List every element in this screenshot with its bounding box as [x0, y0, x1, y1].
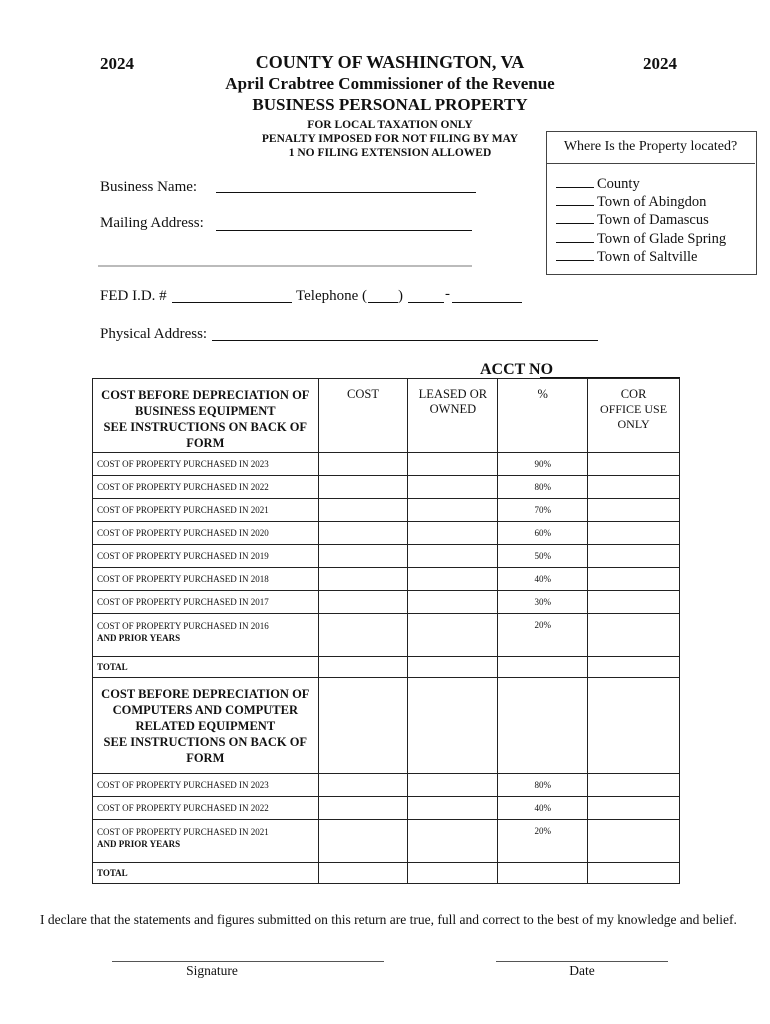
table-row: COST OF PROPERTY PURCHASED IN 2018 40%: [93, 568, 680, 591]
column-percent: %: [498, 379, 588, 453]
property-cost-table: [92, 378, 680, 884]
signature-label: Signature: [186, 963, 238, 978]
section1-instructions: SEE INSTRUCTIONS ON BACK OF FORM: [103, 420, 308, 450]
cost-input[interactable]: [318, 568, 408, 591]
leased-owned-input[interactable]: [408, 591, 498, 614]
leased-owned-input[interactable]: [408, 453, 498, 476]
location-option-abingdon[interactable]: Town of Abingdon: [556, 193, 706, 211]
section1-heading: COST BEFORE DEPRECIATION OF BUSINESS EQUIPMENT SEE INSTRUCTIONS ON BACK OF FORM: [93, 379, 319, 453]
leased-owned-input[interactable]: [408, 476, 498, 499]
physical-address-label: Physical Address:: [100, 326, 208, 342]
location-option-damascus[interactable]: Town of Damascus: [556, 211, 709, 229]
column-cor-label: COR: [620, 387, 647, 401]
business-name-field[interactable]: [216, 192, 476, 193]
leased-owned-input[interactable]: [408, 774, 498, 797]
cost-input[interactable]: [318, 522, 408, 545]
telephone-prefix-field[interactable]: [408, 302, 444, 303]
section2-heading: COST BEFORE DEPRECIATION OF COMPUTERS AND COMPUTER RELATED EQUIPMENT SEE INSTRUCTIONS ON BACK OF FORM: [93, 678, 319, 774]
location-option-saltville[interactable]: Town of Saltville: [556, 248, 697, 266]
telephone-dash: -: [445, 286, 450, 302]
cost-input[interactable]: [318, 591, 408, 614]
cost-input[interactable]: [318, 774, 408, 797]
total-row: TOTAL: [93, 657, 680, 678]
form-name: BUSINESS PERSONAL PROPERTY: [252, 95, 528, 114]
cost-input[interactable]: [318, 797, 408, 820]
fed-id-label: FED I.D. #: [100, 288, 167, 304]
table-row: COST OF PROPERTY PURCHASED IN 2021 AND PRIOR YEARS 20%: [93, 820, 680, 863]
location-option-county[interactable]: County: [556, 175, 640, 193]
column-cor: [588, 379, 680, 453]
acct-no-label: ACCT NO: [480, 361, 554, 378]
table-row: COST OF PROPERTY PURCHASED IN 2023 80%: [93, 774, 680, 797]
leased-owned-input[interactable]: [408, 614, 498, 657]
table-row: COST OF PROPERTY PURCHASED IN 2019 50%: [93, 545, 680, 568]
date-field[interactable]: [496, 961, 668, 962]
leased-owned-input[interactable]: [408, 545, 498, 568]
leased-owned-input[interactable]: [408, 820, 498, 863]
table-row: COST OF PROPERTY PURCHASED IN 2021 70%: [93, 499, 680, 522]
table-row: COST OF PROPERTY PURCHASED IN 2022 80%: [93, 476, 680, 499]
notice-line-1: FOR LOCAL TAXATION ONLY: [307, 119, 473, 131]
notice-line-3: 1 NO FILING EXTENSION ALLOWED: [288, 147, 492, 159]
mailing-address-label: Mailing Address:: [100, 215, 204, 231]
table-header-row: [93, 379, 680, 453]
signature-field[interactable]: [112, 961, 384, 962]
total-row: TOTAL: [93, 863, 680, 884]
date-label: Date: [569, 963, 595, 978]
section2-instructions: SEE INSTRUCTIONS ON BACK OF FORM: [103, 735, 308, 765]
notice-line-2: PENALTY IMPOSED FOR NOT FILING BY MAY: [261, 133, 519, 145]
section2-header-row: [93, 678, 680, 774]
total-cost-input[interactable]: [318, 863, 408, 884]
telephone-label: Telephone (: [296, 288, 368, 304]
filing-notice: [230, 118, 550, 160]
leased-owned-input[interactable]: [408, 499, 498, 522]
leased-owned-input[interactable]: [408, 568, 498, 591]
leased-owned-input[interactable]: [408, 522, 498, 545]
telephone-area-code-field[interactable]: [368, 302, 398, 303]
table-row: COST OF PROPERTY PURCHASED IN 2022 40%: [93, 797, 680, 820]
cost-input[interactable]: [318, 476, 408, 499]
cost-input[interactable]: [318, 453, 408, 476]
table-row: COST OF PROPERTY PURCHASED IN 2017 30%: [93, 591, 680, 614]
column-office-use-label: OFFICE USE ONLY: [600, 402, 668, 431]
year-right: 2024: [643, 54, 677, 73]
cost-input[interactable]: [318, 614, 408, 657]
year-left: 2024: [100, 54, 134, 73]
cost-input[interactable]: [318, 499, 408, 522]
column-leased-owned: LEASED OR OWNED: [408, 379, 498, 453]
cost-input[interactable]: [318, 545, 408, 568]
mailing-address-field-line-2[interactable]: [98, 265, 472, 267]
business-name-label: Business Name:: [100, 179, 198, 195]
commissioner-name: April Crabtree Commissioner of the Revenue: [225, 74, 555, 93]
telephone-close-paren: ): [398, 288, 403, 304]
fed-id-field[interactable]: [172, 302, 292, 303]
form-title: COUNTY OF WASHINGTON, VA: [255, 52, 525, 72]
table-row: COST OF PROPERTY PURCHASED IN 2016 AND PRIOR YEARS 20%: [93, 614, 680, 657]
declaration-text: I declare that the statements and figures submitted on this return are true, full and correct to the best of my knowledge and belief.: [40, 912, 737, 927]
mailing-address-field[interactable]: [216, 230, 472, 231]
total-cost-input[interactable]: [318, 657, 408, 678]
column-cost: COST: [318, 379, 408, 453]
location-option-glade-spring[interactable]: Town of Glade Spring: [556, 230, 726, 248]
table-row: COST OF PROPERTY PURCHASED IN 2020 60%: [93, 522, 680, 545]
telephone-number-field[interactable]: [452, 302, 522, 303]
property-location-heading: Where Is the Property located?: [546, 131, 755, 164]
table-row: COST OF PROPERTY PURCHASED IN 2023 90%: [93, 453, 680, 476]
physical-address-field[interactable]: [212, 340, 598, 341]
cost-input[interactable]: [318, 820, 408, 863]
leased-owned-input[interactable]: [408, 797, 498, 820]
